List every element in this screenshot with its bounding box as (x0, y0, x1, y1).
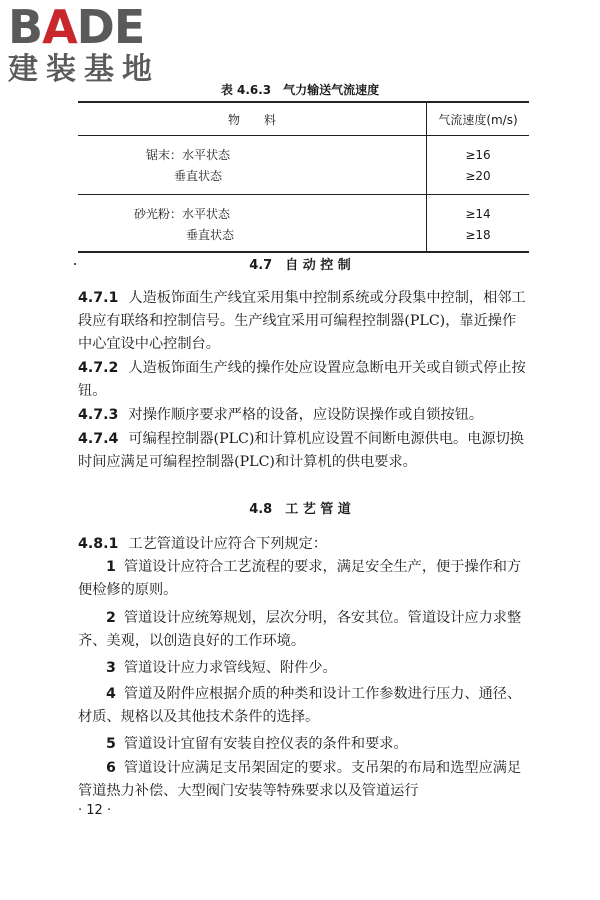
logo (8, 0, 178, 88)
row-material: 垂直状态 (78, 224, 427, 252)
airflow-speed-table (78, 101, 529, 253)
row-speed: ≥20 (427, 165, 530, 195)
row-speed: ≥14 (465, 206, 491, 221)
clause-4-8-1: 4.8.1 工艺管道设计应符合下列规定： (78, 536, 328, 552)
section-title-4-8: 4.8 工 艺 管 道 (249, 502, 351, 517)
row-material: 锯末：水平状态 (78, 136, 427, 166)
list-item: 5 管道设计宜留有安装自控仪表的条件和要求。 (106, 736, 408, 752)
row-speed: ≥16 (465, 147, 491, 162)
table-row (78, 224, 529, 252)
row-material: 垂直状态 (78, 165, 427, 195)
clause-4-7-4: 4.7.4 可编程控制器(PLC)和计算机应设置不间断电源供电。电源切换时间应满足可编程控制器(PLC)和计算机的供电要求。 (78, 431, 524, 470)
table-row (78, 136, 529, 166)
section-title-4-7: 4.7 自 动 控 制 (249, 258, 351, 273)
table-row (78, 195, 529, 225)
header-speed: 气流速度(m/s) (427, 102, 530, 136)
list-item: 2 管道设计应统筹规划，层次分明，各安其位。管道设计应力求整齐、美观，以创造良好的工作环境。 (78, 610, 522, 649)
table-header-row (78, 102, 529, 136)
list-item: 1 管道设计应符合工艺流程的要求，满足安全生产，便于操作和方便检修的原则。 (78, 559, 522, 598)
header-material: 物 料 (78, 102, 427, 136)
logo-wordmark: BADE (8, 0, 145, 54)
clause-4-7-3: 4.7.3 对操作顺序要求严格的设备，应设防误操作或自锁按钮。 (78, 407, 484, 423)
table-row (78, 165, 529, 195)
list-item: 3 管道设计应力求管线短、附件少。 (106, 660, 337, 676)
clause-4-7-2: 4.7.2 人造板饰面生产线的操作处应设置应急断电开关或自锁式停止按钮。 (78, 360, 526, 399)
list-item: 4 管道及附件应根据介质的种类和设计工作参数进行压力、通径、材质、规格以及其他技术条件的选择。 (78, 686, 522, 725)
row-speed: ≥18 (465, 227, 491, 242)
clause-4-7-1: 4.7.1 人造板饰面生产线宜采用集中控制系统或分段集中控制，相邻工段应有联络和控制信号。生产线宜采用可编程控制器(PLC)，靠近操作中心宜设中心控制台。 (78, 290, 526, 352)
list-item: 6 管道设计应满足支吊架固定的要求。支吊架的布局和选型应满足管道热力补偿、大型阀门安装等特殊要求以及管道运行 (78, 760, 522, 799)
row-material: 砂光粉：水平状态 (78, 195, 427, 225)
logo-subtitle: 建装基地 (8, 52, 160, 87)
table-title: 表 4.6.3 气力输送气流速度 (220, 83, 380, 97)
page-number: · 12 · (78, 803, 112, 818)
